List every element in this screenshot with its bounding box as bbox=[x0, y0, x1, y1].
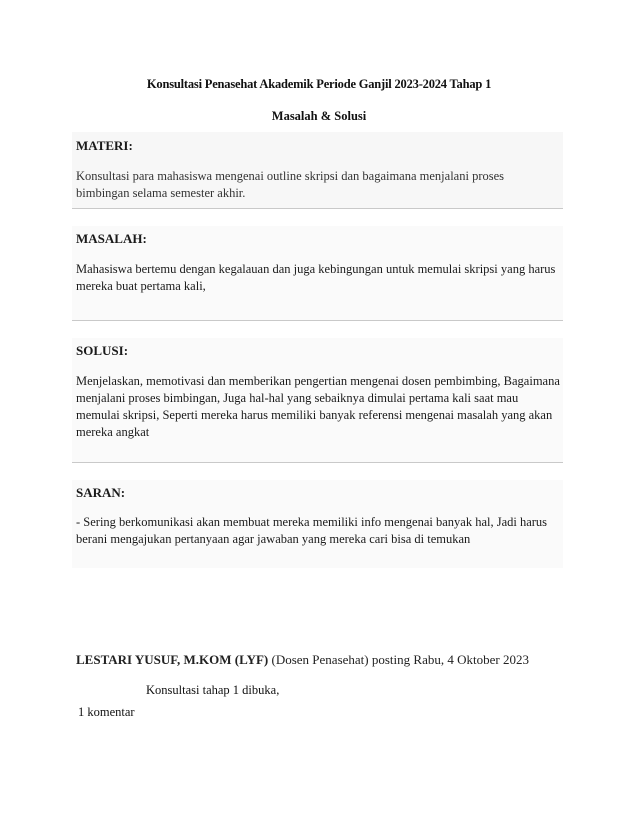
section-divider bbox=[72, 320, 563, 321]
section-heading: MATERI: bbox=[76, 138, 133, 153]
document-title: Konsultasi Penasehat Akademik Periode Ganjil 2023-2024 Tahap 1 bbox=[146, 77, 492, 91]
section-saran bbox=[72, 480, 563, 568]
section-divider bbox=[72, 208, 563, 209]
post-announcement: Konsultasi tahap 1 dibuka, bbox=[146, 683, 280, 697]
section-heading: SOLUSI: bbox=[76, 343, 129, 358]
section-divider bbox=[72, 462, 563, 463]
section-masalah bbox=[72, 226, 563, 321]
post-date: posting Rabu, 4 Oktober 2023 bbox=[371, 652, 529, 667]
section-heading: SARAN: bbox=[76, 485, 126, 500]
section-body: Menjelaskan, memotivasi dan memberikan pengertian mengenai dosen pembimbing, Bagaimana menjalani proses bimbingan, Juga hal-hal yang sebaiknya dimulai pertama kali saat mau memulai skripsi, Seperti mereka harus memiliki banyak referensi mengenai masalah yang akan mereka angkat bbox=[76, 374, 560, 439]
section-body: - Sering berkomunikasi akan membuat mereka memiliki info mengenai banyak hal, Jadi harus berani mengajukan pertanyaan agar jawaban yang mereka cari bisa di temukan bbox=[76, 515, 548, 546]
author-name[interactable]: LESTARI YUSUF, M.KOM (LYF) bbox=[76, 652, 269, 667]
section-solusi bbox=[72, 338, 563, 463]
author-role: (Dosen Penasehat) bbox=[271, 652, 369, 667]
section-body: Konsultasi para mahasiswa mengenai outline skripsi dan bagaimana menjalani proses bimbingan selama semester akhir. bbox=[76, 169, 505, 200]
section-materi bbox=[72, 132, 563, 209]
comments-link[interactable]: 1 komentar bbox=[78, 705, 135, 719]
post-author-line bbox=[76, 652, 529, 668]
section-heading: MASALAH: bbox=[76, 231, 147, 246]
section-body: Mahasiswa bertemu dengan kegalauan dan juga kebingungan untuk memulai skripsi yang harus mereka buat pertama kali, bbox=[76, 262, 556, 293]
document-subtitle: Masalah & Solusi bbox=[271, 109, 367, 123]
